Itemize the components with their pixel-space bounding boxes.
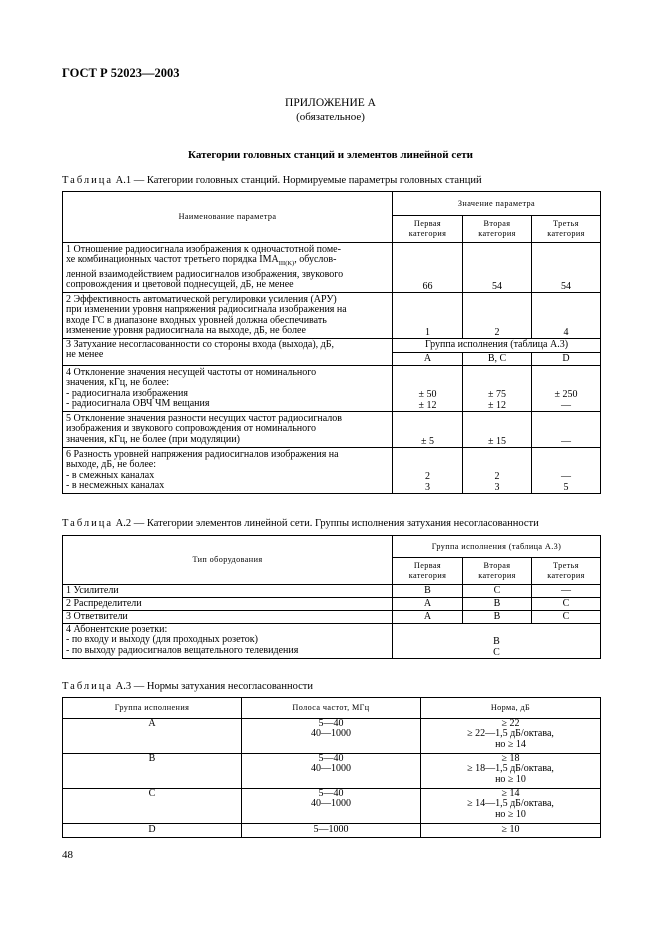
value-cell: В xyxy=(463,611,532,624)
value-cell: А xyxy=(393,611,463,624)
value-cell: ± 50 ± 12 xyxy=(393,366,463,412)
section-title: Категории головных станций и элементов линейной сети xyxy=(188,149,473,161)
param-cell: 1 Отношение радиосигнала изображения к одночастотной поме- хе комбинационных частот третьего порядка $IMA_{III(K)}$, обуслов- ленной взаимодействием радиосигналов изображения, звукового сопровождения и цветовой поднесущей, дБ, не менее xyxy=(63,243,393,293)
group-cell: С xyxy=(63,789,242,824)
appendix-title: ПРИЛОЖЕНИЕ А xyxy=(285,97,376,109)
value-cell: 2 xyxy=(463,293,532,339)
band-cell: 5—40 40—1000 xyxy=(242,719,421,754)
value-cell: В С xyxy=(393,624,601,659)
param-cell: 4 Отклонение значения несущей частоты от номинального значения, кГц, не более: - радиосигнала изображения - радиосигнала ОВЧ ЧМ вещания xyxy=(63,366,393,412)
table1-col-param: Наименование параметра xyxy=(63,192,393,243)
value-cell: 54 xyxy=(532,243,601,293)
table1-caption: Таблица А.1 — Категории головных станций. Нормируемые параметры головных станций xyxy=(62,175,482,186)
table2-cat3: Третья категория xyxy=(532,558,601,585)
table-row xyxy=(63,412,601,448)
table-row xyxy=(63,624,601,659)
table2-col-type: Тип оборудования xyxy=(63,536,393,585)
value-cell: С xyxy=(463,585,532,598)
table1-cat2: Вторая категория xyxy=(463,216,532,243)
value-cell: — xyxy=(532,412,601,448)
document-header: ГОСТ Р 52023—2003 xyxy=(62,66,180,80)
group-cell: D xyxy=(63,824,242,838)
param-cell: 2 Эффективность автоматической регулировки усиления (АРУ) при изменении уровня напряжения радиосигнала изображения на входе ГС в диапазоне входных уровней должна обеспечивать изменение уровня радиосигнала на выходе, дБ, не более xyxy=(63,293,393,339)
band-cell: 5—40 40—1000 xyxy=(242,754,421,789)
table-row xyxy=(63,598,601,611)
table-a1 xyxy=(62,191,601,494)
table1-col-value: Значение параметра xyxy=(393,192,601,216)
table-row xyxy=(63,719,601,754)
param-cell: 6 Разность уровней напряжения радиосигналов изображения на выходе, дБ, не более: - в смежных каналах - в несмежных каналах xyxy=(63,448,393,494)
group-cell: А xyxy=(63,719,242,754)
table-row xyxy=(63,824,601,838)
value-cell: 4 xyxy=(532,293,601,339)
value-cell: — xyxy=(532,585,601,598)
norm-cell: ≥ 22 ≥ 22—1,5 дБ/октава, но ≥ 14 xyxy=(421,719,601,754)
table2-cat2: Вторая категория xyxy=(463,558,532,585)
equipment-cell: 2 Распределители xyxy=(63,598,393,611)
table1-cat1: Первая категория xyxy=(393,216,463,243)
value-cell: ± 75 ± 12 xyxy=(463,366,532,412)
table3-caption: Таблица А.3 — Нормы затухания несогласованности xyxy=(62,681,313,692)
norm-cell: ≥ 18 ≥ 18—1,5 дБ/октава, но ≥ 10 xyxy=(421,754,601,789)
param-cell: 3 Затухание несогласованности со стороны входа (выхода), дБ, не менее xyxy=(63,339,393,366)
group-cell: В xyxy=(63,754,242,789)
equipment-cell: 1 Усилители xyxy=(63,585,393,598)
value-cell: ± 5 xyxy=(393,412,463,448)
param-cell: 5 Отклонение значения разности несущих частот радиосигналов изображения и звукового сопровождения от номинального значения, кГц, не более (при модуляции) xyxy=(63,412,393,448)
table3-col-group: Группа исполнения xyxy=(63,698,242,719)
value-cell: С xyxy=(532,611,601,624)
value-cell: 2 3 xyxy=(393,448,463,494)
table-row xyxy=(63,585,601,598)
value-cell: В, С xyxy=(463,353,532,366)
table-row xyxy=(63,293,601,339)
value-cell: 54 xyxy=(463,243,532,293)
table-a2 xyxy=(62,535,601,659)
equipment-cell: 3 Ответвители xyxy=(63,611,393,624)
value-cell: В xyxy=(393,585,463,598)
table1-cat3: Третья категория xyxy=(532,216,601,243)
page-number: 48 xyxy=(62,849,73,861)
value-cell: А xyxy=(393,353,463,366)
value-cell: D xyxy=(532,353,601,366)
table-row xyxy=(63,789,601,824)
table3-col-band: Полоса частот, МГц xyxy=(242,698,421,719)
table-row xyxy=(63,339,601,353)
group-cell: Группа исполнения (таблица А.3) xyxy=(393,339,601,353)
table-row xyxy=(63,754,601,789)
table2-col-group: Группа исполнения (таблица А.3) xyxy=(393,536,601,558)
value-cell: ± 250 — xyxy=(532,366,601,412)
band-cell: 5—1000 xyxy=(242,824,421,838)
table-row xyxy=(63,366,601,412)
norm-cell: ≥ 14 ≥ 14—1,5 дБ/октава, но ≥ 10 xyxy=(421,789,601,824)
table-a3 xyxy=(62,697,601,838)
table2-caption: Таблица А.2 — Категории элементов линейной сети. Группы исполнения затухания несогласованности xyxy=(62,518,539,529)
value-cell: 1 xyxy=(393,293,463,339)
value-cell: ± 15 xyxy=(463,412,532,448)
value-cell: А xyxy=(393,598,463,611)
band-cell: 5—40 40—1000 xyxy=(242,789,421,824)
table2-cat1: Первая категория xyxy=(393,558,463,585)
table-row xyxy=(63,611,601,624)
table-row xyxy=(63,243,601,293)
equipment-cell: 4 Абонентские розетки: - по входу и выходу (для проходных розеток) - по выходу радиосигналов вещательного телевидения xyxy=(63,624,393,659)
table3-col-norm: Норма, дБ xyxy=(421,698,601,719)
value-cell: С xyxy=(532,598,601,611)
appendix-subtitle: (обязательное) xyxy=(296,111,365,123)
value-cell: 66 xyxy=(393,243,463,293)
value-cell: 2 3 xyxy=(463,448,532,494)
value-cell: В xyxy=(463,598,532,611)
norm-cell: ≥ 10 xyxy=(421,824,601,838)
value-cell: — 5 xyxy=(532,448,601,494)
table-row xyxy=(63,448,601,494)
